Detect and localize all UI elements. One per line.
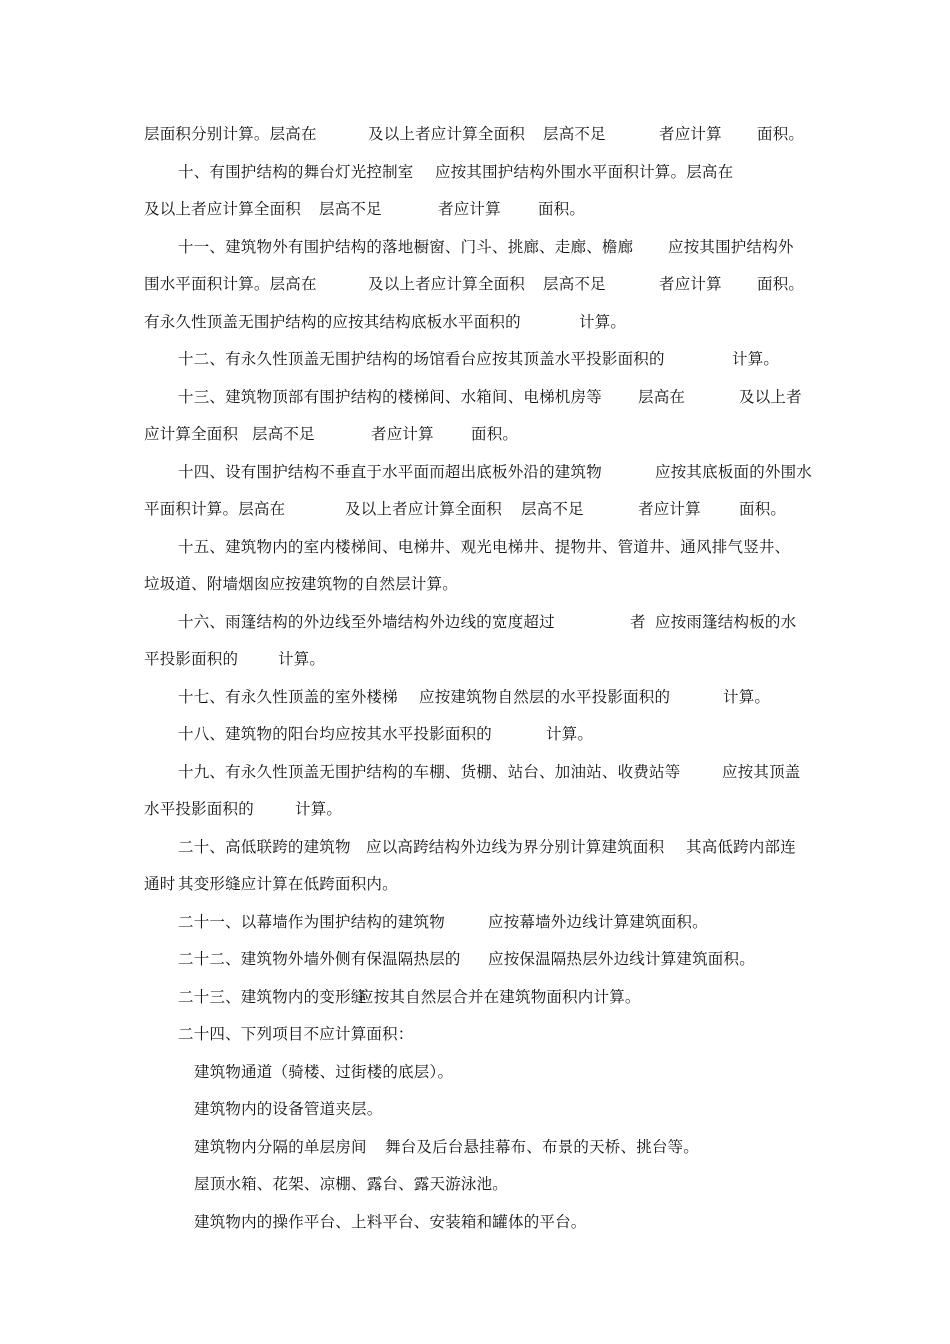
text-segment: 面积。 bbox=[757, 275, 805, 293]
text-segment: 者应计算 bbox=[659, 125, 722, 143]
text-segment: 十、有围护结构的舞台灯光控制室 bbox=[178, 163, 414, 181]
text-segment: 应按其围护结构外 bbox=[668, 238, 794, 256]
text-segment: 十二、有永久性顶盖无围护结构的场馆看台应按其顶盖水平投影面积的 bbox=[178, 350, 665, 368]
text-segment: 十三、建筑物顶部有围护结构的楼梯间、水箱间、电梯机房等 bbox=[178, 388, 602, 406]
text-segment: 建筑物内分隔的单层房间 bbox=[194, 1138, 367, 1156]
text-segment: 层高不足 bbox=[252, 425, 315, 443]
text-segment: 计算。 bbox=[723, 688, 771, 706]
text-segment: 计算。 bbox=[295, 800, 343, 818]
text-segment: 应按其自然层合并在建筑物面积内计算。 bbox=[358, 988, 641, 1006]
text-segment: 应按保温隔热层外边线计算建筑面积。 bbox=[488, 950, 755, 968]
text-segment: 层高不足 bbox=[521, 500, 584, 518]
text-segment: 计算。 bbox=[546, 725, 594, 743]
text-segment: 建筑物通道（骑楼、过街楼的底层）。 bbox=[194, 1063, 454, 1081]
text-segment: 及以上者应计算全面积 bbox=[368, 125, 526, 143]
text-segment: 者应计算 bbox=[659, 275, 722, 293]
text-segment: 计算。 bbox=[579, 313, 627, 331]
text-segment: 十九、有永久性顶盖无围护结构的车棚、货棚、站台、加油站、收费站等 bbox=[178, 763, 681, 781]
text-segment: 层高不足 bbox=[543, 275, 606, 293]
text-segment: 及以上者应计算全面积 bbox=[368, 275, 526, 293]
text-segment: 屋顶水箱、花架、凉棚、露台、露天游泳池。 bbox=[194, 1175, 509, 1193]
text-segment: 应按其顶盖 bbox=[722, 763, 801, 781]
text-segment: 十六、雨篷结构的外边线至外墙结构外边线的宽度超过 bbox=[178, 613, 555, 631]
text-segment: 应按雨篷结构板的水 bbox=[655, 613, 797, 631]
text-segment: 面积。 bbox=[471, 425, 519, 443]
text-segment: 面积。 bbox=[538, 200, 586, 218]
text-segment: 及以上者 bbox=[739, 388, 802, 406]
text-segment: 垃圾道、附墙烟囱应按建筑物的自然层计算。 bbox=[144, 575, 459, 593]
text-segment: 面积。 bbox=[739, 500, 787, 518]
text-segment: 者 bbox=[630, 613, 646, 631]
text-segment: 者应计算 bbox=[638, 500, 701, 518]
text-segment: 十四、设有围护结构不垂直于水平面而超出底板外沿的建筑物 bbox=[178, 463, 602, 481]
text-segment: 应按幕墙外边线计算建筑面积。 bbox=[488, 913, 708, 931]
text-segment: 十一、建筑物外有围护结构的落地橱窗、门斗、挑廊、走廊、檐廊 bbox=[178, 238, 634, 256]
text-segment: 十七、有永久性顶盖的室外楼梯 bbox=[178, 688, 398, 706]
text-segment: 者应计算 bbox=[438, 200, 501, 218]
text-segment: 二十、高低联跨的建筑物 bbox=[178, 838, 351, 856]
text-segment: 应按建筑物自然层的水平投影面积的 bbox=[419, 688, 671, 706]
text-segment: 建筑物内的设备管道夹层。 bbox=[194, 1100, 383, 1118]
text-segment: 十八、建筑物的阳台均应按其水平投影面积的 bbox=[178, 725, 493, 743]
text-segment: 水平投影面积的 bbox=[144, 800, 254, 818]
text-segment: 应按其底板面的外围水 bbox=[655, 463, 813, 481]
text-segment: 应以高跨结构外边线为界分别计算建筑面积 bbox=[366, 838, 665, 856]
text-segment: 层高不足 bbox=[543, 125, 606, 143]
text-segment: 建筑物内的操作平台、上料平台、安装箱和罐体的平台。 bbox=[194, 1213, 587, 1231]
text-segment: 平面积计算。层高在 bbox=[144, 500, 286, 518]
text-segment: 二十三、建筑物内的变形缝 bbox=[178, 988, 367, 1006]
text-segment: 其高低跨内部连 bbox=[686, 838, 796, 856]
text-segment: 及以上者应计算全面积 bbox=[144, 200, 302, 218]
text-segment: 其变形缝应计算在低跨面积内。 bbox=[178, 875, 398, 893]
text-segment: 十五、建筑物内的室内楼梯间、电梯井、观光电梯井、提物井、管道井、通风排气竖井、 bbox=[178, 538, 791, 556]
text-segment: 二十四、下列项目不应计算面积： bbox=[178, 1025, 414, 1043]
text-segment: 面积。 bbox=[757, 125, 805, 143]
text-segment: 通时 bbox=[144, 875, 176, 893]
text-segment: 层高不足 bbox=[319, 200, 382, 218]
text-segment: 应按其围护结构外围水平面积计算。层高在 bbox=[435, 163, 734, 181]
text-segment: 舞台及后台悬挂幕布、布景的天桥、挑台等。 bbox=[385, 1138, 700, 1156]
text-segment: 计算。 bbox=[732, 350, 780, 368]
text-segment: 者应计算 bbox=[371, 425, 434, 443]
text-segment: 有永久性顶盖无围护结构的应按其结构底板水平面积的 bbox=[144, 313, 521, 331]
text-segment: 层面积分别计算。层高在 bbox=[144, 125, 317, 143]
text-segment: 应计算全面积 bbox=[144, 425, 239, 443]
text-segment: 及以上者应计算全面积 bbox=[345, 500, 503, 518]
text-segment: 二十二、建筑物外墙外侧有保温隔热层的 bbox=[178, 950, 461, 968]
text-segment: 平投影面积的 bbox=[144, 650, 239, 668]
text-segment: 计算。 bbox=[278, 650, 326, 668]
text-segment: 层高在 bbox=[638, 388, 686, 406]
text-segment: 围水平面积计算。层高在 bbox=[144, 275, 317, 293]
text-segment: 二十一、以幕墙作为围护结构的建筑物 bbox=[178, 913, 445, 931]
